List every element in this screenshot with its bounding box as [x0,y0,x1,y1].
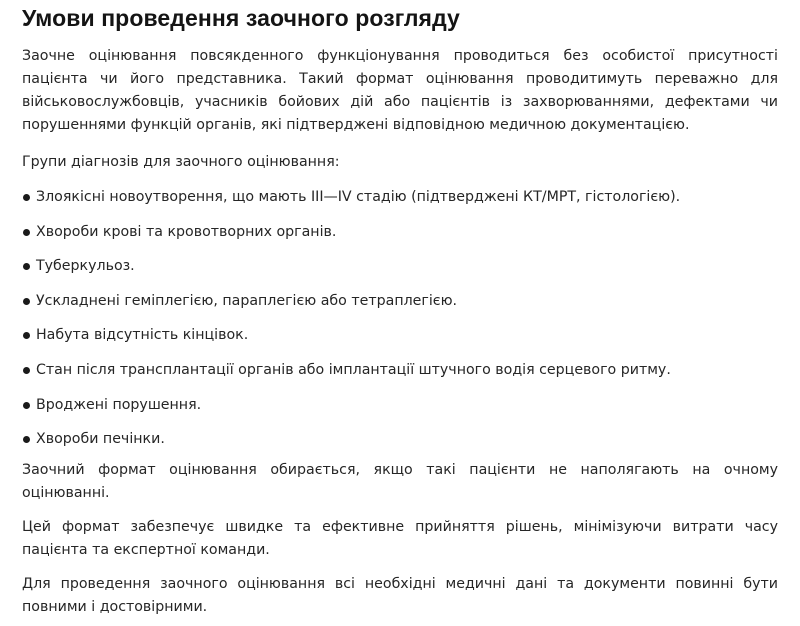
bullet-icon [23,332,30,339]
list-item [22,221,778,244]
diagnosis-list [22,186,778,451]
remote-format-paragraph: Заочний формат оцінювання обирається, якщо такі пацієнти не наполягають на очному оцінюванні. [22,461,778,501]
list-item-text: Злоякісні новоутворення, що мають III—IV стадію (підтверджені КТ/МРТ, гістологією). [36,189,681,205]
efficiency-paragraph: Цей формат забезпечує швидке та ефективне прийняття рішень, мінімізуючи витрати часу пацієнта та експертної команди. [22,518,778,558]
bullet-icon [23,298,30,305]
intro-paragraph: Заочне оцінювання повсякденного функціонування проводиться без особистої присутності пацієнта чи його представника. Такий формат оцінювання проводитимуть переважно для військовослужбовців, учасників бойових дій або пацієнтів із захворюваннями, дефектами чи порушеннями функцій органів, які підтверджені відповідною медичною документацією. [22,48,778,133]
list-item [22,428,778,451]
list-item [22,324,778,347]
list-item [22,255,778,278]
list-item-text: Вроджені порушення. [36,396,202,413]
list-item [22,359,778,382]
list-item-text: Хвороби печінки. [36,431,165,448]
list-item-text: Набута відсутність кінцівок. [36,327,249,344]
bullet-icon [23,194,30,201]
bullet-icon [23,263,30,270]
list-item-text: Хвороби крові та кровотворних органів. [36,223,337,240]
list-item [22,290,778,313]
list-item [22,186,778,209]
bullet-icon [23,367,30,374]
bullet-icon [23,402,30,409]
list-item [22,394,778,417]
diagnosis-groups-label: Групи діагнозів для заочного оцінювання: [22,154,340,170]
list-item-text: Стан після трансплантації органів або імплантації штучного водія серцевого ритму. [36,361,671,378]
list-item-text: Туберкульоз. [36,258,135,275]
list-item-text: Ускладнені геміплегією, параплегією або тетраплегією. [36,292,458,309]
page-title: Умови проведення заочного розгляду [22,5,460,31]
bullet-icon [23,229,30,236]
bullet-icon [23,436,30,443]
documents-paragraph: Для проведення заочного оцінювання всі необхідні медичні дані та документи повинні бути повними і достовірними. [22,575,778,615]
